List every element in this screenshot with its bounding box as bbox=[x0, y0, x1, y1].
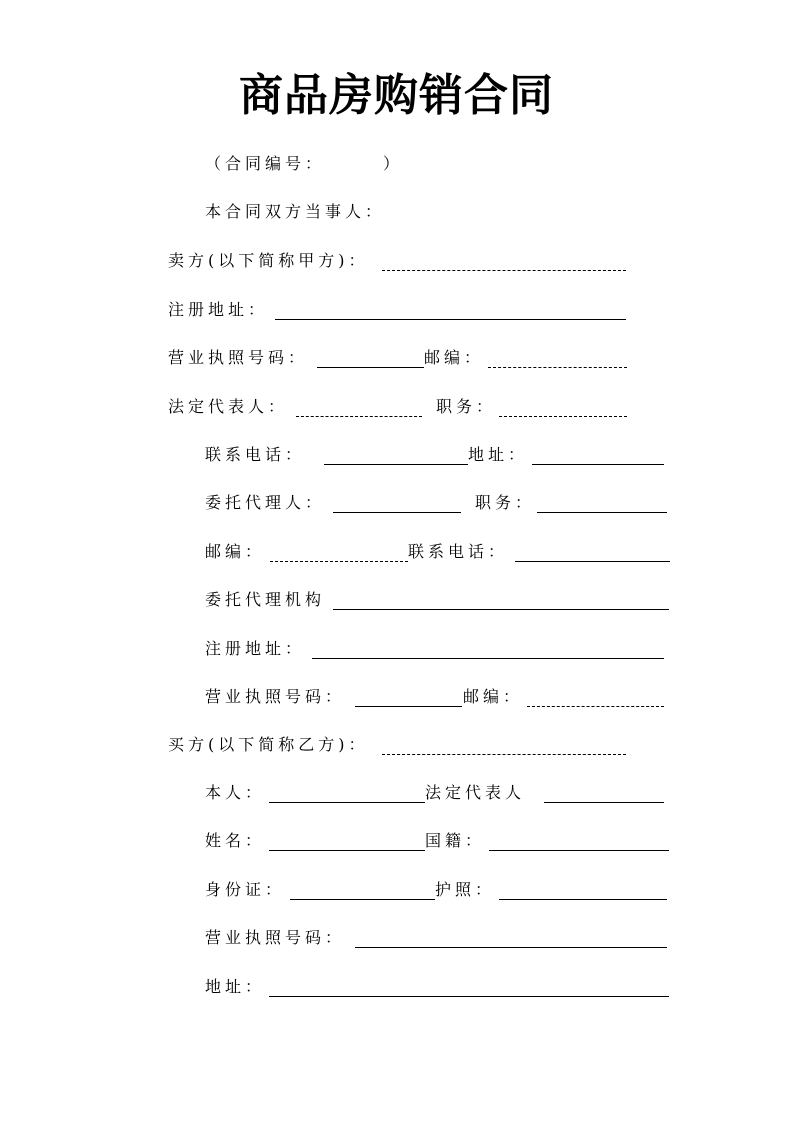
buyer-address-row bbox=[205, 975, 675, 999]
buyer-nationality-field[interactable] bbox=[489, 850, 669, 851]
buyer-id-label: 身份证： bbox=[205, 880, 286, 899]
seller-postcode-field[interactable] bbox=[488, 367, 627, 368]
seller-license-field[interactable] bbox=[317, 367, 424, 368]
document-title: 商品房购销合同 bbox=[239, 70, 554, 121]
seller-agent-position-field[interactable] bbox=[537, 512, 667, 513]
seller-agent-row bbox=[205, 491, 675, 515]
buyer-passport-field[interactable] bbox=[499, 899, 667, 900]
seller-agency-address-field[interactable] bbox=[312, 658, 664, 659]
seller-name-field[interactable] bbox=[382, 270, 626, 271]
seller-agency-postcode-label: 邮编： bbox=[463, 687, 524, 706]
seller-registered-address-label: 注册地址： bbox=[168, 300, 269, 319]
parties-intro-text: 本合同双方当事人： bbox=[205, 202, 386, 221]
seller-license-label: 营业执照号码： bbox=[168, 348, 309, 367]
buyer-heading: 买方(以下简称乙方)： bbox=[168, 735, 369, 754]
buyer-address-field[interactable] bbox=[269, 996, 669, 997]
buyer-name-label: 姓名： bbox=[205, 831, 266, 850]
seller-agency-postcode-field[interactable] bbox=[527, 706, 664, 707]
seller-agency-address-row bbox=[205, 637, 675, 661]
seller-agent-position-label: 职务： bbox=[475, 493, 536, 512]
buyer-id-field[interactable] bbox=[290, 899, 435, 900]
buyer-id-row bbox=[205, 878, 675, 902]
seller-registered-address-field[interactable] bbox=[275, 319, 626, 320]
seller-agency-row bbox=[205, 588, 675, 612]
seller-phone-row bbox=[205, 443, 675, 467]
seller-agency-field[interactable] bbox=[333, 609, 669, 610]
seller-agent-phone-label: 联系电话： bbox=[408, 542, 509, 561]
seller-registered-address-row bbox=[168, 298, 628, 322]
seller-address-field[interactable] bbox=[532, 464, 664, 465]
seller-agent-postcode-label: 邮编： bbox=[205, 542, 266, 561]
buyer-heading-row bbox=[168, 733, 628, 757]
seller-legal-rep-label: 法定代表人： bbox=[168, 397, 289, 416]
seller-agency-address-label: 注册地址： bbox=[205, 639, 306, 658]
seller-phone-field[interactable] bbox=[324, 464, 468, 465]
seller-agent-phone-field[interactable] bbox=[515, 561, 670, 562]
buyer-self-field[interactable] bbox=[269, 802, 425, 803]
seller-legal-rep-row bbox=[168, 395, 628, 419]
seller-agency-label: 委托代理机构 bbox=[205, 590, 326, 609]
seller-agency-license-field[interactable] bbox=[355, 706, 462, 707]
buyer-address-label: 地址： bbox=[205, 977, 266, 996]
buyer-license-field[interactable] bbox=[355, 947, 667, 948]
buyer-personal-name-field[interactable] bbox=[269, 850, 425, 851]
seller-postcode-label: 邮编： bbox=[424, 348, 485, 367]
buyer-legal-rep-field[interactable] bbox=[544, 802, 664, 803]
contract-number-close: ） bbox=[383, 154, 404, 173]
seller-heading-row bbox=[168, 249, 628, 273]
seller-heading: 卖方(以下简称甲方)： bbox=[168, 251, 369, 270]
buyer-self-label: 本人： bbox=[205, 783, 266, 802]
buyer-nationality-label: 国籍： bbox=[425, 831, 486, 850]
seller-agent-postcode-row bbox=[205, 540, 675, 564]
contract-number-label: （合同编号： bbox=[205, 154, 326, 173]
buyer-passport-label: 护照： bbox=[435, 880, 496, 899]
seller-license-row bbox=[168, 346, 628, 370]
seller-phone-label: 联系电话： bbox=[205, 445, 306, 464]
seller-agency-license-row bbox=[205, 685, 675, 709]
buyer-legal-rep-label: 法定代表人 bbox=[425, 783, 526, 802]
seller-position-label: 职务： bbox=[436, 397, 497, 416]
seller-address-label: 地址： bbox=[468, 445, 529, 464]
buyer-name-row bbox=[205, 829, 675, 853]
buyer-license-label: 营业执照号码： bbox=[205, 928, 346, 947]
buyer-license-row bbox=[205, 926, 675, 950]
seller-legal-rep-field[interactable] bbox=[296, 416, 422, 417]
buyer-name-field[interactable] bbox=[382, 754, 626, 755]
buyer-self-row bbox=[205, 781, 675, 805]
seller-agent-postcode-field[interactable] bbox=[270, 561, 408, 562]
seller-agent-label: 委托代理人： bbox=[205, 493, 326, 512]
seller-agent-field[interactable] bbox=[333, 512, 461, 513]
seller-agency-license-label: 营业执照号码： bbox=[205, 687, 346, 706]
seller-position-field[interactable] bbox=[499, 416, 627, 417]
